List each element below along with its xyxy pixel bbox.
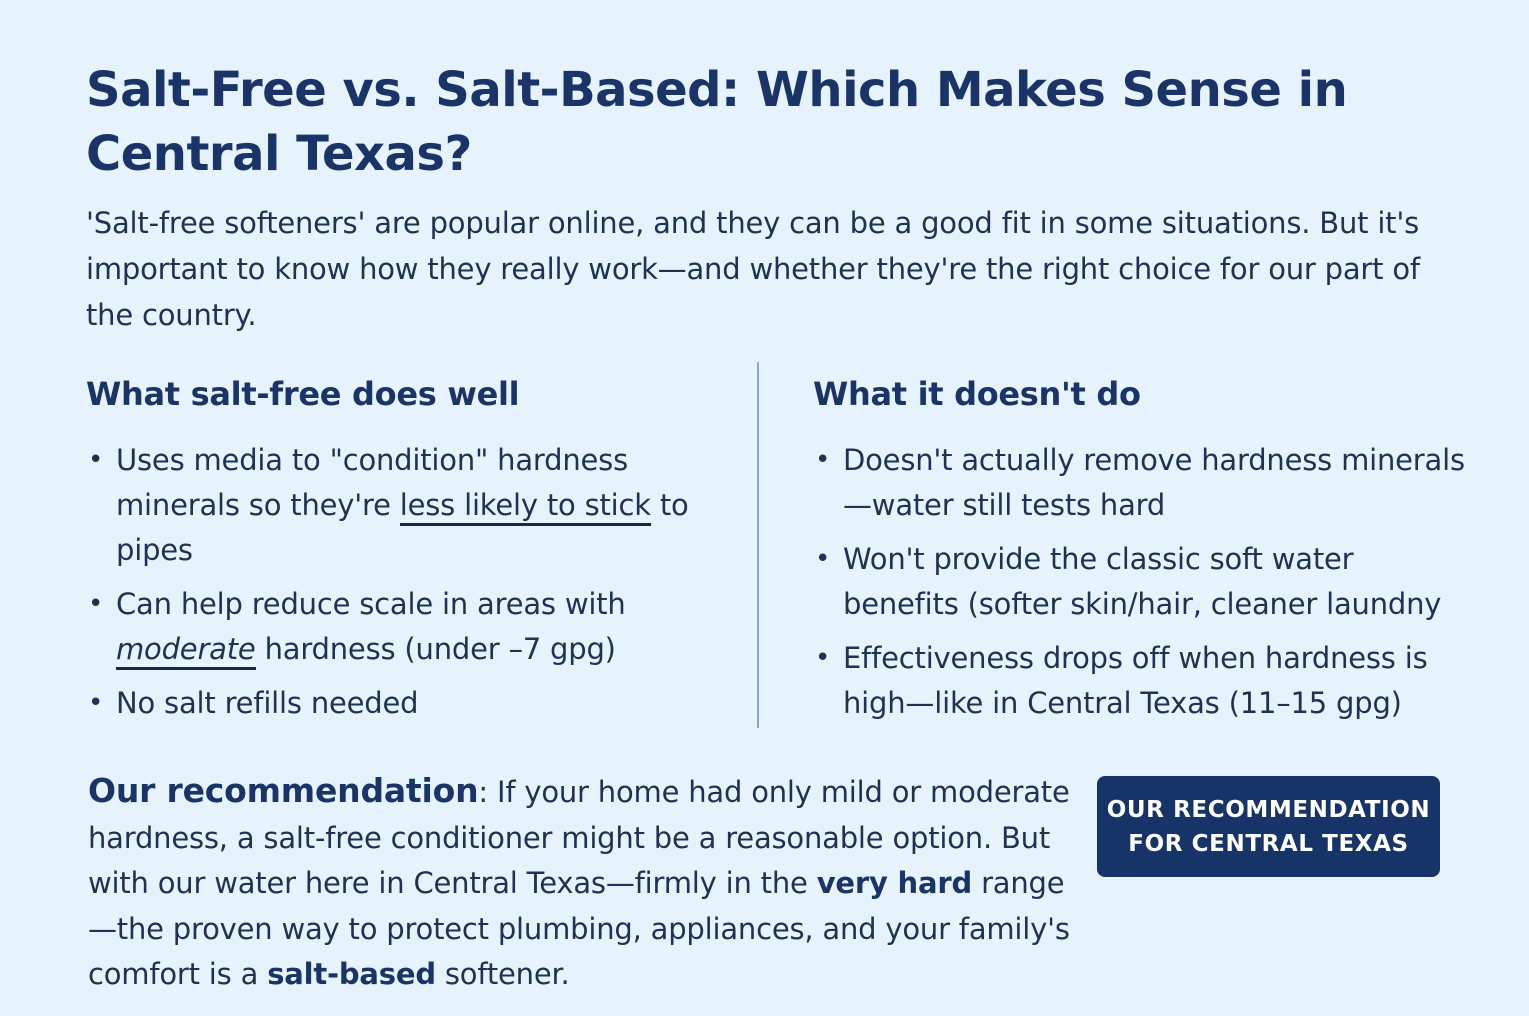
bullet-icon: • [88,589,104,619]
recommendation-text: range—the proven way to protect plumbing, appliances, and your family's comfort is a [88,866,1070,991]
column-divider [757,362,759,728]
list-item-text: No salt refills needed [116,686,419,720]
recommendation-text: softener. [435,957,570,991]
list-item-text: Won't provide the classic soft water benefits (softer skin/hair, cleaner laundny [843,542,1442,621]
underlined-text: less likely to stick [400,488,651,526]
list-item [813,438,1473,528]
page-title: Salt-Free vs. Salt-Based: Which Makes Sense in Central Texas? [86,62,1348,182]
list-item-text: Uses media to "condition" hardness minerals so they're [116,443,628,522]
list-item [86,681,726,726]
bullet-icon: • [88,445,104,475]
bullet-icon: • [88,688,104,718]
emphasis-text: salt-based [267,957,436,991]
bullet-icon: • [815,643,831,673]
badge-line: FOR CENTRAL TEXAS [1128,830,1409,857]
recommendation-text: If your home had only mild or moderate hardness, a salt-free conditioner might be a reasonable option. But with our water here in Central Texas—firmly in the [88,775,1070,900]
list-item-text: Doesn't actually remove hardness minerals—water still tests hard [843,443,1465,522]
list-item-text: to pipes [116,488,689,567]
list-item [813,537,1473,627]
list-item-text: Effectiveness drops off when hardness is high—like in Central Texas (11–15 gpg) [843,641,1428,720]
cons-list [813,438,1473,726]
bullet-icon: • [815,544,831,574]
emphasis-text: very hard [816,866,973,900]
pros-list [86,438,726,726]
recommendation-badge [1097,776,1440,877]
pros-heading: What salt-free does well [86,375,520,413]
cons-heading: What it doesn't do [813,375,1141,413]
salt-free-cons-column [813,372,1473,735]
list-item [86,438,726,573]
recommendation-paragraph [88,768,1088,998]
list-item-text: hardness (under –7 gpg) [255,632,616,666]
list-item [813,636,1473,726]
underlined-text: moderate [116,632,256,670]
list-item-text: Can help reduce scale in areas with [116,587,626,621]
badge-line: OUR RECOMMENDATION [1106,796,1431,823]
recommendation-colon: : [478,775,497,809]
bullet-icon: • [815,445,831,475]
intro-paragraph: 'Salt-free softeners' are popular online, and they can be a good fit in some situations. But it's important to know how they really work—and whether they're the right choice for our part of the country. [86,206,1420,332]
recommendation-label: Our recommendation [88,771,479,810]
list-item [86,582,726,672]
salt-free-pros-column [86,372,726,735]
